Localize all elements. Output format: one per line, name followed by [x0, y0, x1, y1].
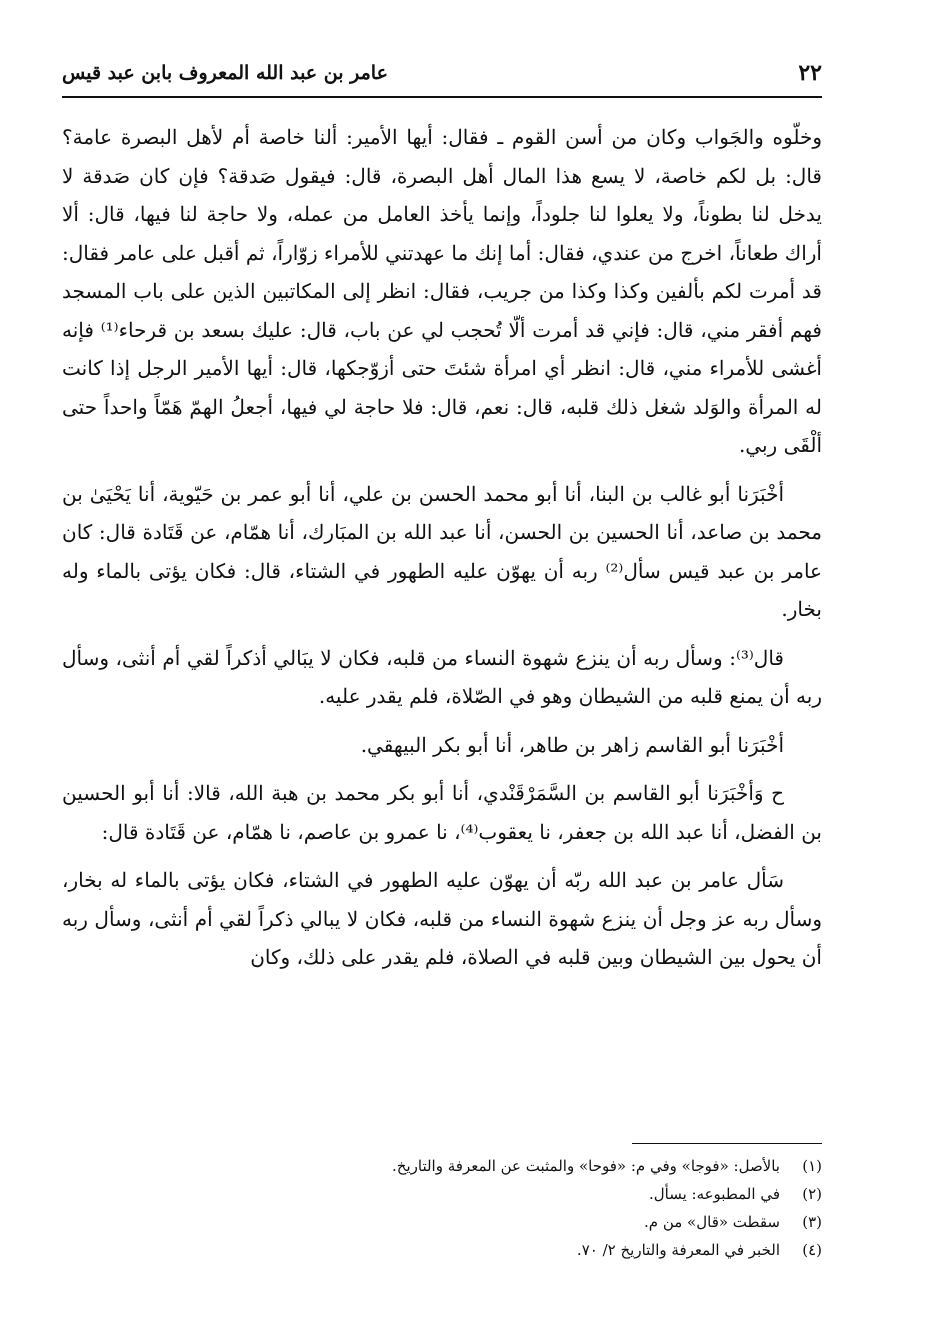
header-divider — [62, 96, 822, 98]
footnote-text: بالأصل: «فوجا» وفي م: «فوحا» والمثبت عن المعرفة والتاريخ. — [392, 1157, 780, 1175]
footnote — [150, 1180, 822, 1208]
paragraph: أخْبَرَنا أبو القاسم زاهر بن طاهر، أنا أبو بكر البيهقي. — [360, 732, 784, 757]
footnote — [150, 1152, 822, 1180]
footnote-divider — [632, 1143, 822, 1144]
footnote-number: (٣) — [802, 1213, 822, 1231]
footnotes — [150, 1152, 822, 1264]
page-number: ٢٢ — [798, 60, 822, 86]
main-text — [62, 118, 822, 987]
footnote-number: (١) — [802, 1157, 822, 1175]
footnote-text: سقطت «قال» من م. — [644, 1213, 780, 1231]
running-title: عامر بن عبد الله المعروف بابن عبد قيس — [62, 62, 388, 84]
paragraph: أخْبَرَنا أبو غالب بن البنا، أنا أبو محمد الحسن بن علي، أنا أبو عمر بن حَيّوية، أنا يَحْيَىٰ بن محمد بن صاعد، أنا الحسين بن الحسن، أنا عبد الله بن المبَارك، أنا همّام، عن قَتَادة قال: كان عامر بن عبد قيس سأل⁽²⁾ ربه أن يهوّن عليه الطهور في الشتاء، قال: فكان يؤتى بالماء وله بخار. — [62, 481, 822, 621]
paragraph: وخلّوه والجَواب وكان من أسن القوم ـ فقال: أيها الأمير: ألنا خاصة أم لأهل البصرة عامة؟ قال: بل لكم خاصة، لا يسع هذا المال أهل البصرة، قال: فيقول صَدقة؟ فإن كان صَدقة لا يدخل لنا بطوناً، ولا يعلوا لنا جلوداً، وإنما يأخذ العامل من عمله، ولا حاجة لنا فيها، قال: ألا أراك طعاناً، اخرج من عندي، فقال: أما إنك ما عهدتني للأمراء زوّاراً، ثم أقبل على عامر فقال: قد أمرت لكم بألفين وكذا وكذا من جريب، فقال: انظر إلى المكاتبين الذين على باب المسجد فهم أفقر مني، قال: فإني قد أمرت ألّا تُحجب لي عن باب، قال: عليك بسعد بن قرحاء⁽¹⁾ فإنه أغشى للأمراء مني، قال: انظر أي امرأة شئتَ حتى أزوّجكها، قال: أيها الأمير الرجل إذا كانت له المرأة والوَلد شغل ذلك قلبه، قال: نعم، قال: فلا حاجة لي فيها، أجعلُ الهمّ هَمّاً واحداً حتى ألْقَى ربي. — [62, 125, 822, 457]
footnote — [150, 1236, 822, 1264]
footnote-number: (٢) — [802, 1185, 822, 1203]
footnote-text: الخبر في المعرفة والتاريخ ٢/ ٧٠. — [576, 1241, 780, 1259]
footnote-number: (٤) — [802, 1241, 822, 1259]
footnote-text: في المطبوعه: يسأل. — [648, 1185, 780, 1203]
running-header — [62, 60, 822, 92]
footnote — [150, 1208, 822, 1236]
paragraph: سَأل عامر بن عبد الله ربّه أن يهوّن عليه الطهور في الشتاء، فكان يؤتى بالماء له بخار، وسأل ربه عز وجل أن ينزع شهوة النساء من قلبه، فكان لا يبالي ذكراً لقي أم أنثى، وسأل ربه أن يحول بين الشيطان وبين قلبه في الصلاة، فلم يقدر على ذلك، وكان — [62, 868, 822, 969]
paragraph: قال⁽³⁾: وسأل ربه أن ينزع شهوة النساء من قلبه، فكان لا يبَالي أذكراً لقي أم أنثى، وسأل ربه أن يمنع قلبه من الشيطان وهو في الصّلاة، فلم يقدر عليه. — [62, 645, 822, 708]
paragraph: ح وَأخْبَرَنا أبو القاسم بن السَّمَرْقَنْدي، أنا أبو بكر محمد بن هبة الله، قالا: أنا أبو الحسين بن الفضل، أنا عبد الله بن جعفر، نا يعقوب⁽⁴⁾، نا عمرو بن عاصم، نا همّام، عن قَتَادة قال: — [62, 781, 822, 844]
